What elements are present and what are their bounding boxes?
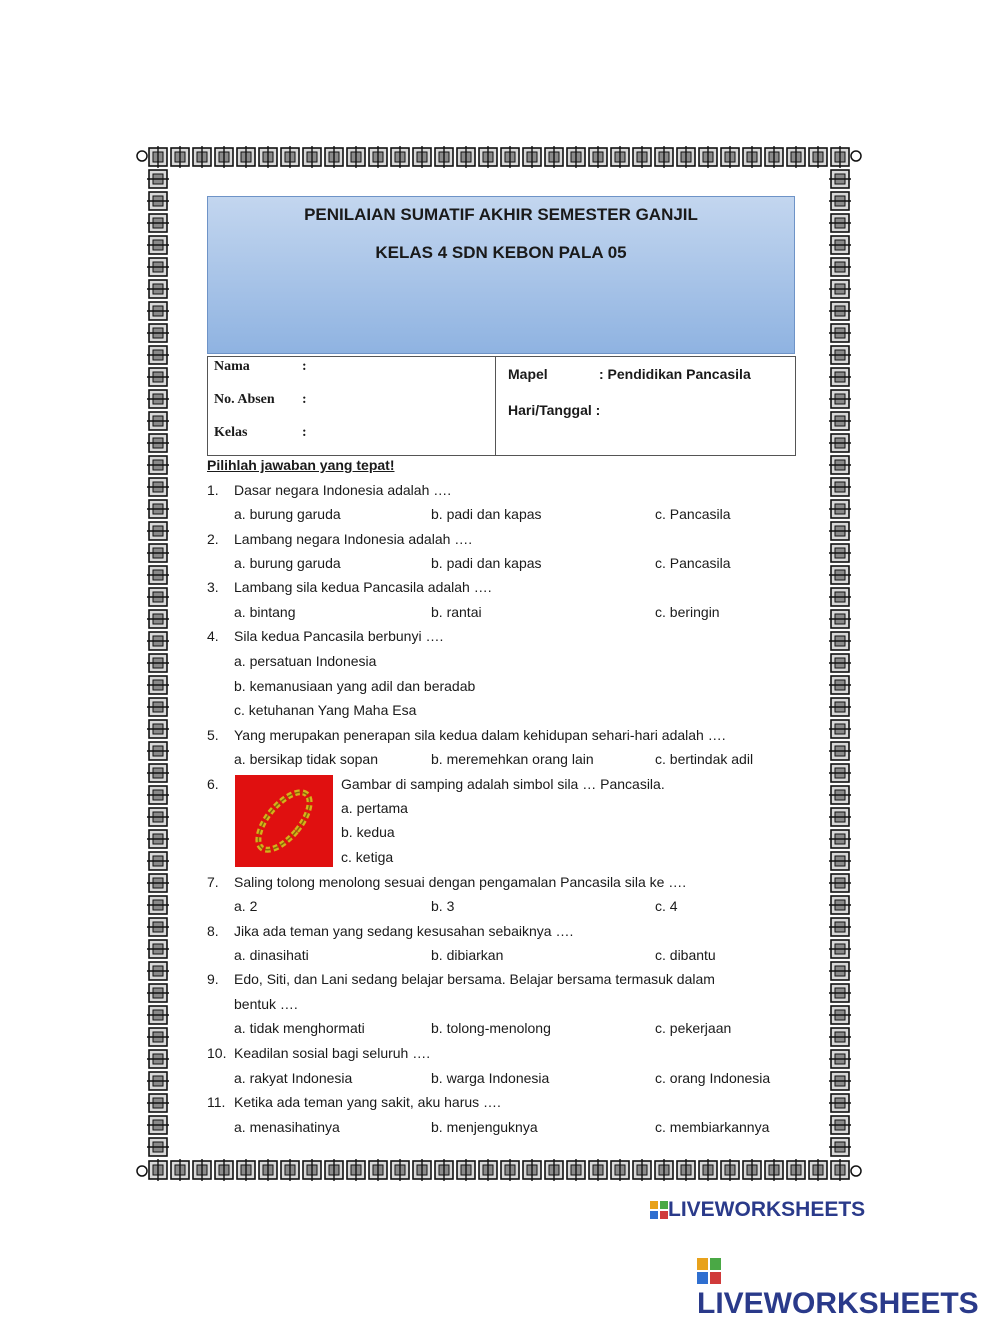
question-number: 9. [207,971,219,987]
option-a[interactable]: a. rakyat Indonesia [234,1070,353,1086]
option-b[interactable]: b. tolong-menolong [431,1020,551,1036]
absen-field[interactable] [214,392,307,408]
question-text: Saling tolong menolong sesuai dengan pengamalan Pancasila sila ke …. [234,874,687,890]
option-b[interactable]: b. 3 [431,898,455,914]
option-b[interactable]: b. dibiarkan [431,947,504,963]
name-label: Nama [214,359,250,374]
identity-divider [495,357,496,455]
kelas-field[interactable] [214,425,307,441]
option-a[interactable]: a. 2 [234,898,258,914]
option-a[interactable]: a. burung garuda [234,555,341,571]
question-number: 8. [207,923,219,939]
question-text: Dasar negara Indonesia adalah …. [234,482,452,498]
page-subtitle: KELAS 4 SDN KEBON PALA 05 [375,243,627,262]
option-b[interactable]: b. menjenguknya [431,1119,538,1135]
option-c[interactable]: c. Pancasila [655,555,731,571]
option-c[interactable]: c. dibantu [655,947,716,963]
question-text: Keadilan sosial bagi seluruh …. [234,1045,431,1061]
question-number: 5. [207,727,219,743]
question-number: 11. [207,1094,226,1110]
option-a[interactable]: a. bintang [234,604,296,620]
question-number: 10. [207,1045,227,1061]
option-c[interactable]: c. Pancasila [655,506,731,522]
question-number: 7. [207,874,219,890]
option-b[interactable]: b. padi dan kapas [431,506,542,522]
mapel-label: Mapel [508,366,548,382]
question-number: 3. [207,579,219,595]
question-number: 6. [207,776,219,792]
option-a[interactable]: a. tidak menghormati [234,1020,365,1036]
question-text: Yang merupakan penerapan sila kedua dalam kehidupan sehari-hari adalah …. [234,727,726,743]
absen-label: No. Absen [214,392,275,407]
option-b[interactable]: b. rantai [431,604,482,620]
name-sep: : [302,359,307,374]
question-text: Ketika ada teman yang sakit, aku harus …. [234,1094,501,1110]
option-c[interactable]: c. 4 [655,898,678,914]
option-a[interactable]: a. persatuan Indonesia [234,653,377,669]
question-text: Lambang negara Indonesia adalah …. [234,531,473,547]
option-c[interactable]: c. beringin [655,604,720,620]
option-a[interactable]: a. dinasihati [234,947,309,963]
liveworksheets-logo-large [697,1253,1000,1321]
instruction: Pilihlah jawaban yang tepat! [207,457,395,473]
option-b[interactable]: b. meremehkan orang lain [431,751,594,767]
question-text: Edo, Siti, dan Lani sedang belajar bersama. Belajar bersama termasuk dalam [234,971,715,987]
page-title: PENILAIAN SUMATIF AKHIR SEMESTER GANJIL [304,205,698,224]
question-text: Gambar di samping adalah simbol sila … Pancasila. [341,776,665,792]
logo-text: LIVEWORKSHEETS [697,1287,979,1320]
live-blocks-icon [650,1201,668,1219]
title-banner [207,196,795,354]
live-blocks-icon [697,1258,721,1284]
mapel-row [508,366,751,382]
date-row[interactable] [508,402,600,418]
kelas-label: Kelas [214,425,248,440]
liveworksheets-logo-small [650,1198,865,1222]
option-a[interactable]: a. menasihatinya [234,1119,340,1135]
mapel-value: : Pendidikan Pancasila [599,366,751,382]
name-field[interactable] [214,359,307,375]
chain-symbol-picture [235,775,333,867]
option-c[interactable]: c. pekerjaan [655,1020,732,1036]
option-b[interactable]: b. padi dan kapas [431,555,542,571]
date-label: Hari/Tanggal : [508,402,601,418]
logo-text: LIVEWORKSHEETS [668,1198,866,1221]
option-b[interactable]: b. kedua [341,824,395,840]
question-text: Sila kedua Pancasila berbunyi …. [234,628,444,644]
option-a[interactable]: a. pertama [341,800,408,816]
option-c[interactable]: c. ketiga [341,849,394,865]
option-c[interactable]: c. ketuhanan Yang Maha Esa [234,702,417,718]
question-text: Jika ada teman yang sedang kesusahan sebaiknya …. [234,923,574,939]
option-a[interactable]: a. bersikap tidak sopan [234,751,378,767]
question-number: 2. [207,531,219,547]
absen-sep: : [302,392,307,407]
question-text: Lambang sila kedua Pancasila adalah …. [234,579,492,595]
option-c[interactable]: c. membiarkannya [655,1119,770,1135]
option-a[interactable]: a. burung garuda [234,506,341,522]
question-number: 4. [207,628,219,644]
option-b[interactable]: b. kemanusiaan yang adil dan beradab [234,678,476,694]
option-c[interactable]: c. bertindak adil [655,751,754,767]
question-text-continued: bentuk …. [234,996,298,1012]
option-b[interactable]: b. warga Indonesia [431,1070,550,1086]
student-identity-box [207,356,796,456]
kelas-sep: : [302,425,307,440]
question-number: 1. [207,482,219,498]
chain-icon [235,775,333,867]
option-c[interactable]: c. orang Indonesia [655,1070,771,1086]
